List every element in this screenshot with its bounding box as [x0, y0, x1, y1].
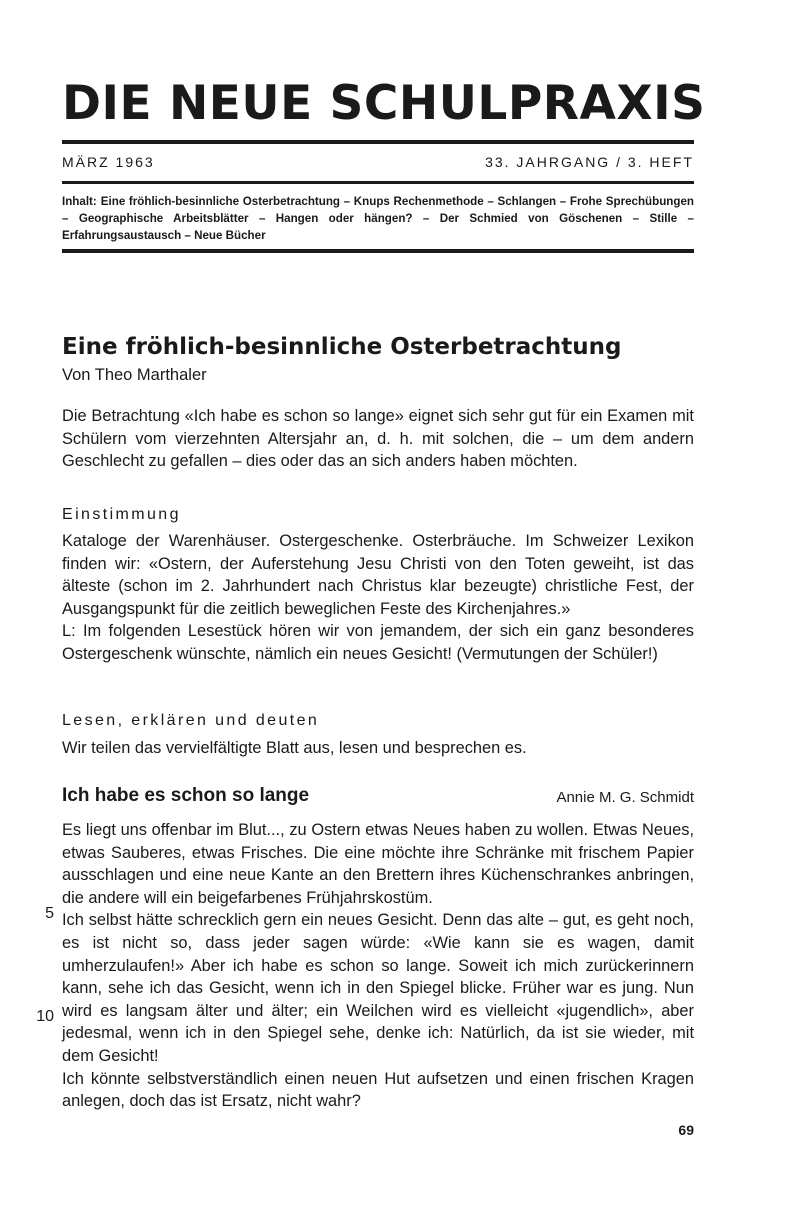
section-text-lesen: Wir teilen das vervielfältigte Blatt aus, lesen und besprechen es. — [62, 739, 527, 757]
meta-rule — [62, 181, 694, 184]
article-author: Von Theo Marthaler — [62, 366, 207, 384]
story-text — [62, 819, 694, 1113]
lexikon-paragraph: Kataloge der Warenhäuser. Ostergeschenke. Osterbräuche. Im Schweizer Lexikon finden wir: «Ostern, der Auferstehung Jesu Christi von den Toten geweiht, ist das älteste (schon im 2. Jahrhundert nach Christus klar bezeugte) christliche Fest, der Ausgangspunkt für die zeitlich beweglichen Feste des Kirchenjahres.» — [62, 532, 694, 618]
contents-rule — [62, 249, 694, 253]
issue-meta — [62, 154, 694, 170]
story-author: Annie M. G. Schmidt — [556, 789, 694, 806]
story-title: Ich habe es schon so lange — [62, 785, 310, 806]
article-intro: Die Betrachtung «Ich habe es schon so lange» eignet sich sehr gut für ein Examen mit Schülern vom vierzehnten Altersjahr an, d. h. mit solchen, die – um dem andern Geschlecht zu gefallen – dies oder das an sich anders haben möchten. — [62, 407, 694, 471]
story-paragraph: Es liegt uns offenbar im Blut..., zu Ostern etwas Neues haben zu wollen. Etwas Neues, etwas Sauberes, etwas Frisches. Die eine möchte ihre Schränke mit frischem Papier ausschlagen und eine neue Kante an den Brettern ihres Küchenschrankes anbringen, die andere will ein beigefarbenes Frühjahrskostüm. — [62, 821, 694, 907]
contents-label: Inhalt: — [62, 195, 97, 208]
section-text-einstimmung — [62, 530, 694, 666]
section-heading-einstimmung: Einstimmung — [62, 506, 181, 523]
masthead: DIE NEUE SCHULPRAXIS — [62, 76, 706, 131]
contents-text: Eine fröhlich-besinnliche Osterbetrachtung – Knups Rechenmethode – Schlangen – Frohe Sprechübungen – Geographische Arbeitsblätter – Hangen oder hängen? – Der Schmied von Göschenen – Stille – Erfahrungsaustausch – Neue Bücher — [62, 195, 694, 242]
table-of-contents — [62, 193, 694, 244]
volume-info: 33. JAHRGANG / 3. HEFT — [485, 154, 694, 170]
section-heading-lesen: Lesen, erklären und deuten — [62, 712, 320, 729]
story-paragraph: Ich könnte selbstverständlich einen neuen Hut aufsetzen und einen frischen Kragen anlegen, doch das ist Ersatz, nicht wahr? — [62, 1069, 694, 1111]
story-paragraph: Ich selbst hätte schrecklich gern ein neues Gesicht. Denn das alte – gut, es geht noch, es ist nicht so, dass jeder sagen würde: «Wie kann sie es wagen, damit umherzulaufen!» Aber ich habe es schon so lange. Soweit ich mich zurückerinnern kann, sehe ich das Gesicht, wenn ich in den Spiegel blicke. Früher war es jung. Nun wird es langsam älter und älter; ein Weilchen wird es vielleicht «jugendlich», aber jedesmal, wenn ich in den Spiegel sehe, denke ich: Natürlich, da ist sie wieder, mit dem Gesicht! — [62, 911, 694, 1065]
article-title: Eine fröhlich-besinnliche Osterbetrachtung — [62, 334, 622, 360]
line-number: 5 — [45, 905, 54, 922]
teacher-paragraph: L: Im folgenden Lesestück hören wir von jemandem, der sich ein ganz besonderes Ostergeschenk wünschte, nämlich ein neues Gesicht! (Vermutungen der Schüler!) — [62, 622, 694, 663]
line-number: 10 — [36, 1008, 54, 1025]
issue-date: MÄRZ 1963 — [62, 154, 155, 170]
masthead-rule — [62, 140, 694, 144]
page-number: 69 — [678, 1122, 694, 1138]
